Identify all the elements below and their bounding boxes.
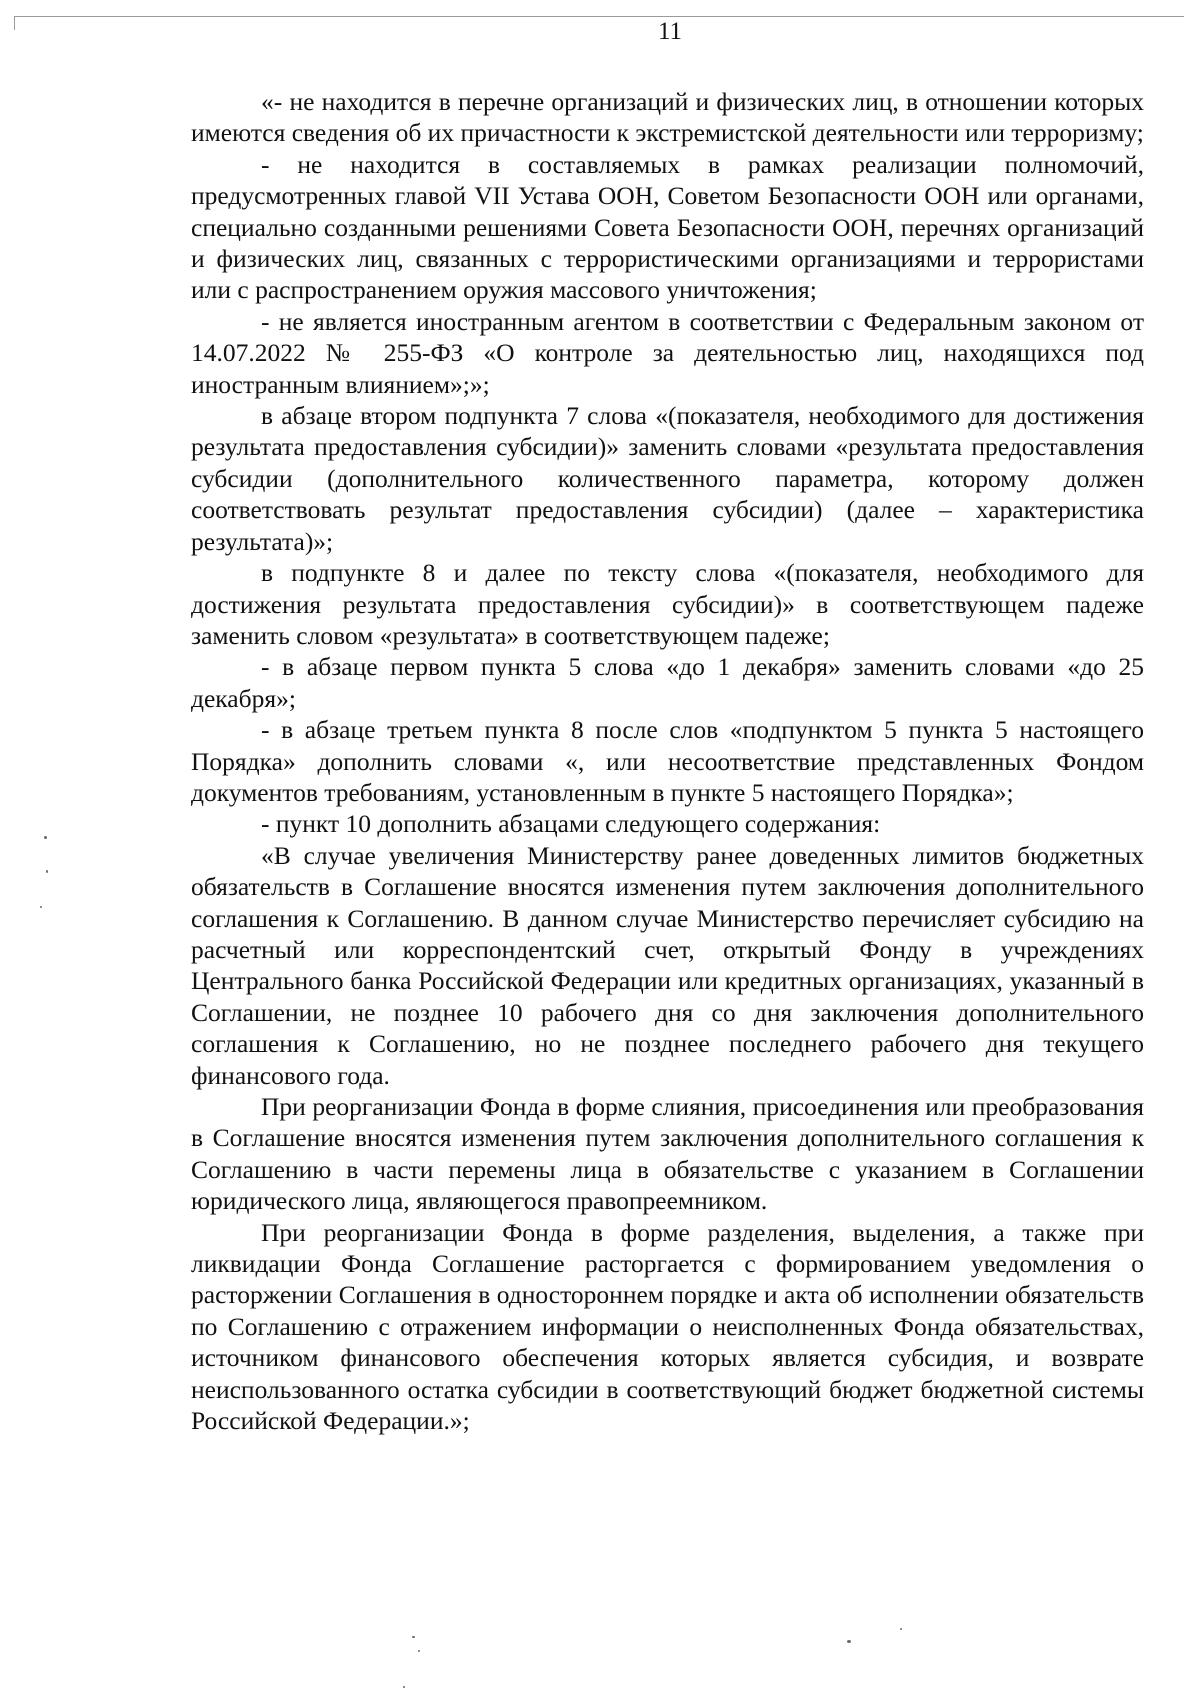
paragraph-9: «В случае увеличения Министерству ранее доведенных лимитов бюджетных обязательств в Соглашение вносятся изменения путем заключения дополнительного соглашения к Соглашению. В данном случае Министерство перечисляет субсидию на расчетный или корреспондентский счет, открытый Фонду в учреждениях Центрального банка Российской Федерации или кредитных организациях, указанный в Соглашении, не позднее 10 рабочего дня со дня заключения дополнительного соглашения к Соглашению, но не позднее последнего рабочего дня текущего финансового года. xyxy=(191,840,1144,1090)
scan-speck xyxy=(403,1686,405,1688)
paragraph-2: - не находится в составляемых в рамках реализации полномочий, предусмотренных главой VII Устава ООН, Советом Безопасности ООН или органами, специально созданными решениями Совета Безопасности ООН, перечнях организаций и физических лиц, связанных с террористическими организациями и террористами или с распространением оружия массового уничтожения; xyxy=(191,149,1144,305)
scan-border-left xyxy=(14,16,15,30)
paragraph-1: «- не находится в перечне организаций и физических лиц, в отношении которых имеются сведения об их причастности к экстремистской деятельности или терроризму; xyxy=(191,87,1144,148)
page-number: 11 xyxy=(657,18,683,45)
scan-speck xyxy=(847,1640,851,1643)
document-body xyxy=(191,86,1144,1436)
scan-speck xyxy=(46,870,48,873)
scan-speck xyxy=(40,906,42,908)
scan-speck xyxy=(900,1628,902,1630)
paragraph-7: - в абзаце третьем пункта 8 после слов «подпунктом 5 пункта 5 настоящего Порядка» дополнить словами «, или несоответствие представленных Фондом документов требованиям, установленным в пункте 5 настоящего Порядка»; xyxy=(191,715,1144,807)
paragraph-11: При реорганизации Фонда в форме разделения, выделения, а также при ликвидации Фонда Соглашение расторгается с формированием уведомления о расторжении Соглашения в одностороннем порядке и акта об исполнении обязательств по Соглашению с отражением информации о неисполненных Фонда обязательствах, источником финансового обеспечения которых является субсидия, и возврате неиспользованного остатка субсидии в соответствующий бюджет бюджетной системы Российской Федерации.»; xyxy=(191,1217,1144,1436)
paragraph-5: в подпункте 8 и далее по тексту слова «(показателя, необходимого для достижения результата предоставления субсидии)» в соответствующем падеже заменить словом «результата» в соответствующем падеже; xyxy=(191,558,1144,650)
paragraph-10: При реорганизации Фонда в форме слияния, присоединения или преобразования в Соглашение вносятся изменения путем заключения дополнительного соглашения к Соглашению в части перемены лица в обязательстве с указанием в Соглашении юридического лица, являющегося правопреемником. xyxy=(191,1092,1144,1216)
paragraph-6: - в абзаце первом пункта 5 слова «до 1 декабря» заменить словами «до 25 декабря»; xyxy=(191,652,1144,713)
paragraph-8: - пункт 10 дополнить абзацами следующего содержания: xyxy=(261,809,881,839)
scan-speck xyxy=(418,1650,420,1652)
scan-speck xyxy=(412,1636,415,1638)
paragraph-3: - не является иностранным агентом в соответствии с Федеральным законом от 14.07.2022 № 255-ФЗ «О контроле за деятельностью лиц, находящихся под иностранным влиянием»;»; xyxy=(191,306,1144,399)
scan-speck xyxy=(44,836,47,839)
scan-border-top xyxy=(14,16,1184,17)
paragraph-4: в абзаце втором подпункта 7 слова «(показателя, необходимого для достижения результата предоставления субсидии)» заменить словами «результата предоставления субсидии (дополнительного количественного параметра, которому должен соответствовать результат предоставления субсидии) (далее – характеристика результата)»; xyxy=(191,401,1144,556)
